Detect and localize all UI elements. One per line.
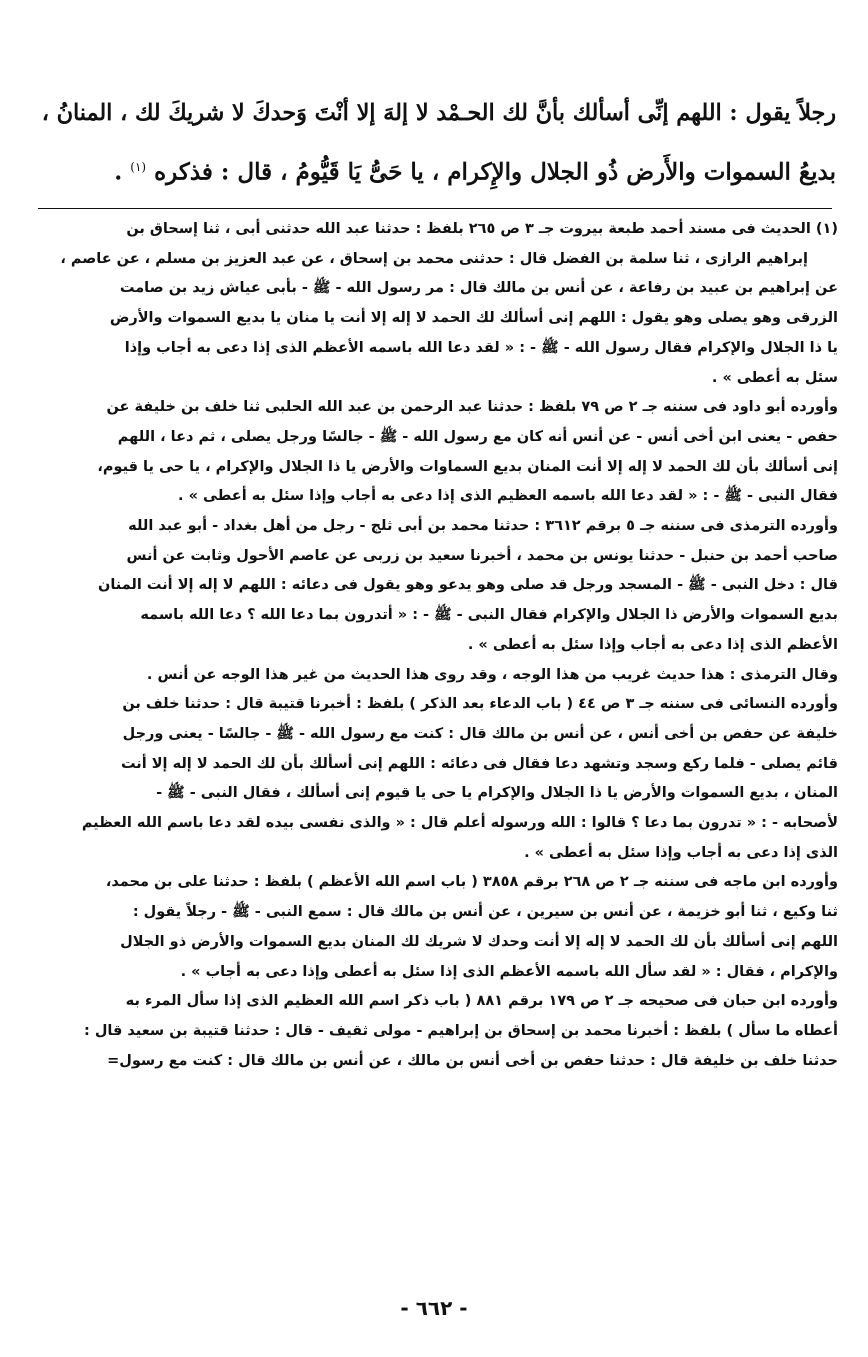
footnote-line: الذى إذا دعى به أجاب وإذا سئل به أعطى » . — [524, 844, 838, 861]
footnote-line: والإكرام ، فقال : « لقد سأل الله باسمه الأعظم الذى إذا سئل به أعطى وإذا دعى به أجاب » . — [180, 963, 838, 980]
footnote-line: وأورده أبو داود فى سننه جـ ٢ ص ٧٩ بلفظ : حدثنا عبد الرحمن بن عبد الله الحلبى ثنا خلف بن خليفة عن — [106, 399, 838, 416]
footnote-line: ثنا وكيع ، ثنا أبو خزيمة ، عن أنس بن سيرين ، عن أنس بن مالك قال : سمع النبى - ﷺ - رجلاً يقول : — [132, 904, 838, 921]
footnote-line: إنى أسألك بأن لك الحمد لا إله إلا أنت المنان بديع السماوات والأرض يا ذا الجلال والإكرام ، يا حى يا قيوم، — [97, 458, 838, 475]
footnote-line: الأعظم الذى إذا دعى به أجاب وإذا سئل به أعطى » . — [467, 636, 838, 653]
footnote-line: وأورده ابن ماجه فى سننه جـ ٢ ص ٢٦٨ برقم ٣٨٥٨ ( باب اسم الله الأعظم ) بلفظ : حدثنا على بن محمد، — [105, 874, 838, 891]
footnote-line: قائم يصلى - فلما ركع وسجد وتشهد دعا فقال فى دعائه : اللهم إنى أسألك بأن لك الحمد لا إله إلا أنت — [120, 755, 838, 772]
main-text-block — [36, 86, 836, 200]
footnote-line: وأورده ابن حبان فى صحيحه جـ ٢ ص ١٧٩ برقم ٨٨١ ( باب ذكر اسم الله العظيم الذى إذا سأل المرء به — [125, 993, 838, 1010]
main-text-line: رجلاً يقول : اللهم إنِّى أسألك بأنَّ لك الحـمْد لا إلهَ إلا أنْتَ وَحدكَ لا شريكَ لك ، المنانُ ، — [41, 100, 836, 126]
footnote-line: المنان ، بديع السموات والأرض يا ذا الجلال والإكرام يا حى يا قيوم إنى أسألك ، فقال النبى - ﷺ - — [156, 785, 838, 802]
footnote-line: أعطاه ما سأل ) بلفظ : أخبرنا محمد بن إسحاق بن إبراهيم - مولى ثقيف - قال : حدثنا قتيبة بن سعيد قال : — [84, 1022, 838, 1039]
main-text-line-content: بديعُ السموات والأَرض ذُو الجلال والإِكرام ، يا حَىُّ يَا قَيُّومُ ، قال : فذكره — [154, 158, 836, 186]
footnote-line: إبراهيم الرازى ، ثنا سلمة بن الفضل قال : حدثنى محمد بن إسحاق ، عن عبد العزيز بن مسلم ، عن عاصم ، — [60, 250, 808, 267]
footnote-line: بديع السموات والأرض ذا الجلال والإكرام فقال النبى - ﷺ - : « أتدرون بما دعا الله ؟ دعا الله باسمه — [140, 607, 838, 624]
footnote-separator — [38, 208, 832, 209]
page-number: - ٦٦٢ - — [400, 1296, 468, 1320]
footnote-line: اللهم إنى أسألك بأن لك الحمد لا إله إلا أنت وحدك لا شريك لك المنان بديع السموات والأرض ذو الجلال — [120, 933, 838, 950]
footnote-line: (١) الحديث فى مسند أحمد طبعة بيروت جـ ٣ ص ٢٦٥ بلفظ : حدثنا عبد الله حدثنى أبى ، ثنا إسحاق بن — [126, 221, 838, 237]
footnote-line: الزرقى وهو يصلى وهو يقول : اللهم إنى أسألك لك الحمد لا إله إلا أنت يا منان يا بديع السموات والأرض — [109, 310, 838, 327]
footnote-line: قال : دخل النبى - ﷺ - المسجد ورجل قد صلى وهو يدعو وهو يقول فى دعائه : اللهم لا إله إلا أنت المنان — [97, 577, 838, 594]
main-text-line: بديعُ السموات والأَرض ذُو الجلال والإِكرام ، يا حَىُّ يَا قَيُّومُ ، قال : فذكره $^{(١)}$ . — [114, 158, 836, 186]
footnote-line: لأصحابه - : « تدرون بما دعا ؟ قالوا : الله ورسوله أعلم قال : « والذى نفسى بيده لقد دعا باسم الله العظيم — [81, 815, 838, 832]
footnote-line: عن إبراهيم بن عبيد بن رفاعة ، عن أنس بن مالك قال : مر رسول الله - ﷺ - بأبى عياش زيد بن صامت — [119, 280, 838, 297]
footnote-line: فقال النبى - ﷺ - : « لقد دعا الله باسمه العظيم الذى إذا دعى به أجاب وإذا سئل به أعطى » . — [178, 488, 838, 505]
footnote-line: حدثنا خلف بن خليفة قال : حدثنا حفص بن أخى أنس بن مالك ، عن أنس بن مالك قال : كنت مع رسول= — [107, 1052, 838, 1069]
footnote-line: يا ذا الجلال والإكرام فقال رسول الله - ﷺ - : « لقد دعا الله باسمه الأعظم الذى إذا دعى به أجاب وإذا — [124, 339, 838, 356]
footnote-line: حفص - يعنى ابن أخى أنس - عن أنس أنه كان مع رسول الله - ﷺ - جالسًا ورجل يصلى ، ثم دعا ، اللهم — [117, 428, 838, 445]
footnote-line: صاحب أحمد بن حنبل - حدثنا يونس بن محمد ، أخبرنا سعيد بن زربى عن عاصم الأحول وثابت عن أنس — [126, 547, 838, 564]
footnote-reference: (١) — [130, 160, 147, 174]
footnote-line: خليفة عن حفص بن أخى أنس ، عن أنس بن مالك قال : كنت مع رسول الله - ﷺ - جالسًا - يعنى ورجل — [122, 725, 838, 742]
footnote-line: وقال الترمذى : هذا حديث غريب من هذا الوجه ، وقد روى هذا الحديث من غير هذا الوجه عن أنس . — [146, 666, 838, 683]
footnote-line: وأورده الترمذى فى سننه جـ ٥ برقم ٣٦١٢ : حدثنا محمد بن أبى ثلج - رجل من أهل بغداد - أبو عبد الله — [128, 518, 838, 535]
footnote-line: سئل به أعطى » . — [711, 369, 838, 386]
footnotes-block — [30, 215, 838, 1076]
footnote-line: وأورده النسائى فى سننه جـ ٣ ص ٤٤ ( باب الدعاء بعد الذكر ) بلفظ : أخبرنا قتيبة قال : حدثنا خلف بن — [122, 696, 838, 713]
